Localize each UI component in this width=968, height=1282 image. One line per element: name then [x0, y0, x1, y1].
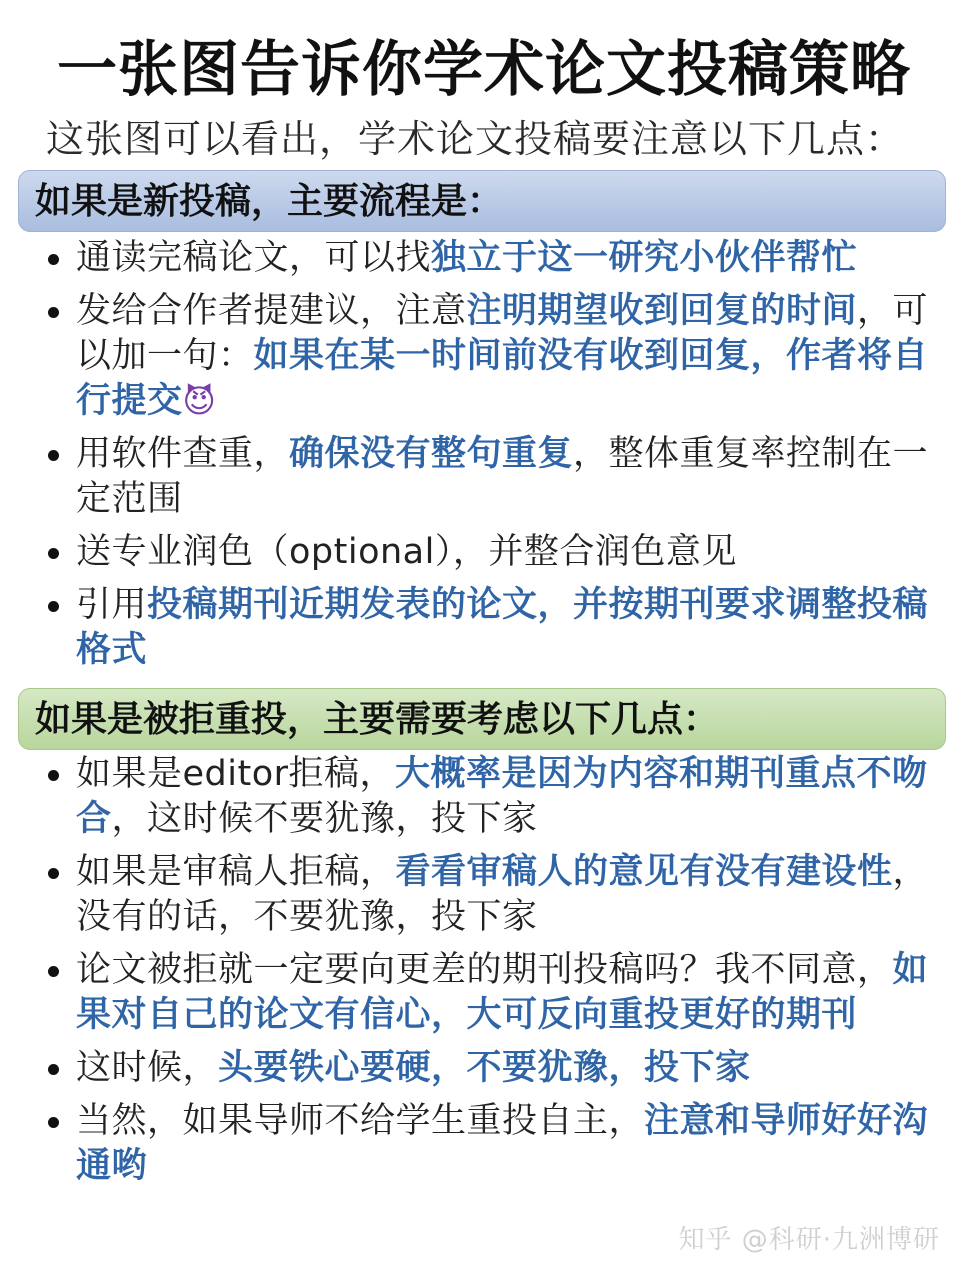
watermark-text: 知乎 @科研·九洲博研	[678, 1225, 940, 1255]
list-item	[0, 236, 968, 281]
devil-emoji-icon: 😈	[182, 382, 217, 420]
item-highlight: 注意和导师好好沟通哟	[76, 1101, 929, 1186]
bullet-dot-icon	[48, 254, 59, 265]
item-text: ，可以加一句：	[76, 291, 929, 376]
list-item	[0, 752, 968, 842]
new-submission-list	[0, 236, 968, 681]
list-item	[0, 583, 968, 673]
item-text: 通读完稿论文，可以找	[76, 238, 432, 278]
item-text: 如果是editor拒稿，	[76, 754, 396, 794]
list-item	[0, 1046, 968, 1091]
item-highlight: 独立于这一研究小伙伴帮忙	[431, 238, 858, 278]
page-title: 一张图告诉你学术论文投稿策略	[57, 35, 911, 105]
bullet-dot-icon	[48, 307, 59, 318]
resubmission-list	[0, 752, 968, 1197]
list-item	[0, 289, 968, 424]
section-heading-resubmission: 如果是被拒重投，主要需要考虑以下几点：	[18, 688, 946, 750]
list-item	[0, 530, 968, 575]
list-item	[0, 432, 968, 522]
item-highlight: 大概率是因为内容和期刊重点不吻合	[76, 754, 928, 839]
intro-text: 这张图可以看出，学术论文投稿要注意以下几点：	[46, 117, 905, 161]
bullet-dot-icon	[48, 1064, 59, 1075]
item-text: 当然，如果导师不给学生重投自主，	[76, 1101, 645, 1141]
list-item	[0, 850, 968, 940]
item-highlight: 看看审稿人的意见有没有建设性	[395, 852, 893, 892]
item-text: 用软件查重，	[76, 434, 290, 474]
bullet-dot-icon	[48, 770, 59, 781]
item-highlight: 如果对自己的论文有信心，大可反向重投更好的期刊	[76, 950, 929, 1035]
section-heading-new-submission: 如果是新投稿，主要流程是：	[18, 170, 946, 232]
bullet-dot-icon	[48, 548, 59, 559]
list-item	[0, 948, 968, 1038]
item-text: 这时候，	[76, 1048, 219, 1088]
list-item	[0, 1099, 968, 1189]
item-text: 引用	[76, 585, 148, 625]
item-text: ，这时候不要犹豫，投下家	[111, 799, 538, 839]
bullet-dot-icon	[48, 868, 59, 879]
item-text: 送专业润色（optional），并整合润色意见	[76, 532, 737, 572]
item-text: 如果是审稿人拒稿，	[76, 852, 396, 892]
item-highlight: 如果在某一时间前没有收到回复，作者将自行提交	[76, 336, 929, 421]
item-text: 发给合作者提建议，注意	[76, 291, 467, 331]
item-highlight: 投稿期刊近期发表的论文，并按期刊要求调整投稿格式	[76, 585, 929, 670]
bullet-dot-icon	[48, 1117, 59, 1128]
bullet-dot-icon	[48, 966, 59, 977]
item-highlight: 确保没有整句重复	[289, 434, 574, 474]
item-text: ，整体重复率控制在一定范围	[76, 434, 929, 519]
item-text: ，没有的话，不要犹豫，投下家	[76, 852, 929, 937]
item-highlight: 头要铁心要硬，不要犹豫，投下家	[218, 1048, 751, 1088]
item-highlight: 注明期望收到回复的时间	[466, 291, 858, 331]
bullet-dot-icon	[48, 601, 59, 612]
bullet-dot-icon	[48, 450, 59, 461]
item-text: 论文被拒就一定要向更差的期刊投稿吗？我不同意，	[76, 950, 893, 990]
